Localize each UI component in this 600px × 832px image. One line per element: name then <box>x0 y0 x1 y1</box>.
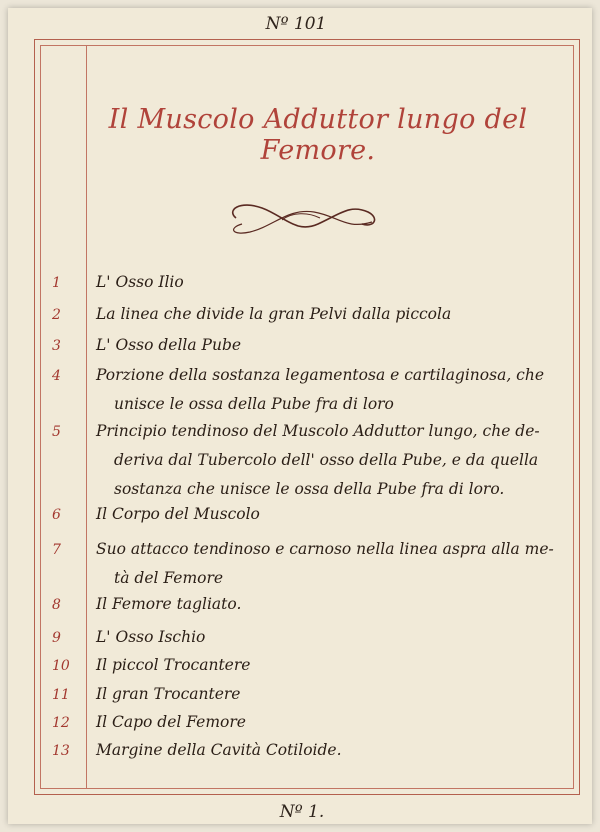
entry-text: tà del Femore <box>114 569 224 587</box>
entry-text: Margine della Cavità Cotiloide. <box>96 741 342 759</box>
entry-number: 13 <box>52 743 70 759</box>
entry-number: 9 <box>52 630 61 646</box>
entry-number: 6 <box>52 507 61 523</box>
entry-number: 3 <box>52 338 61 354</box>
entry-text: Suo attacco tendinoso e carnoso nella linea aspra alla me- <box>96 540 554 558</box>
entry-text: unisce le ossa della Pube fra di loro <box>114 395 394 413</box>
entry-number: 7 <box>52 542 61 558</box>
entry-text: L' Osso della Pube <box>96 336 242 354</box>
folio-number-bottom: Nº 1. <box>279 802 325 822</box>
entry-text: L' Osso Ilio <box>96 273 184 291</box>
manuscript-page <box>8 8 592 824</box>
entry-number: 8 <box>52 597 61 613</box>
entry-text: Porzione della sostanza legamentosa e cartilaginosa, che <box>96 366 545 384</box>
entry-text: sostanza che unisce le ossa della Pube fra di loro. <box>114 480 505 498</box>
entry-number: 12 <box>52 715 70 731</box>
entry-text: Il Corpo del Muscolo <box>96 505 260 523</box>
entry-number: 1 <box>52 275 61 291</box>
entry-number: 2 <box>52 307 61 323</box>
entry-text: Principio tendinoso del Muscolo Adduttor lungo, che de- <box>96 422 540 440</box>
entry-number: 4 <box>52 368 61 384</box>
entry-text: Il gran Trocantere <box>96 685 241 703</box>
folio-number-top: Nº 101 <box>265 14 327 34</box>
entry-text: Il Femore tagliato. <box>96 595 242 613</box>
entry-text: L' Osso Ischio <box>96 628 206 646</box>
entry-text: La linea che divide la gran Pelvi dalla piccola <box>96 305 452 323</box>
page-title: Il Muscolo Adduttor lungo del Femore. <box>108 104 528 166</box>
entry-number: 5 <box>52 424 61 440</box>
entry-number: 11 <box>52 687 70 703</box>
entry-text: deriva dal Tubercolo dell' osso della Pube, e da quella <box>114 451 539 469</box>
entry-text: Il piccol Trocantere <box>96 656 251 674</box>
entry-number: 10 <box>52 658 70 674</box>
entry-text: Il Capo del Femore <box>96 713 246 731</box>
calligraphic-flourish-icon <box>222 194 382 244</box>
